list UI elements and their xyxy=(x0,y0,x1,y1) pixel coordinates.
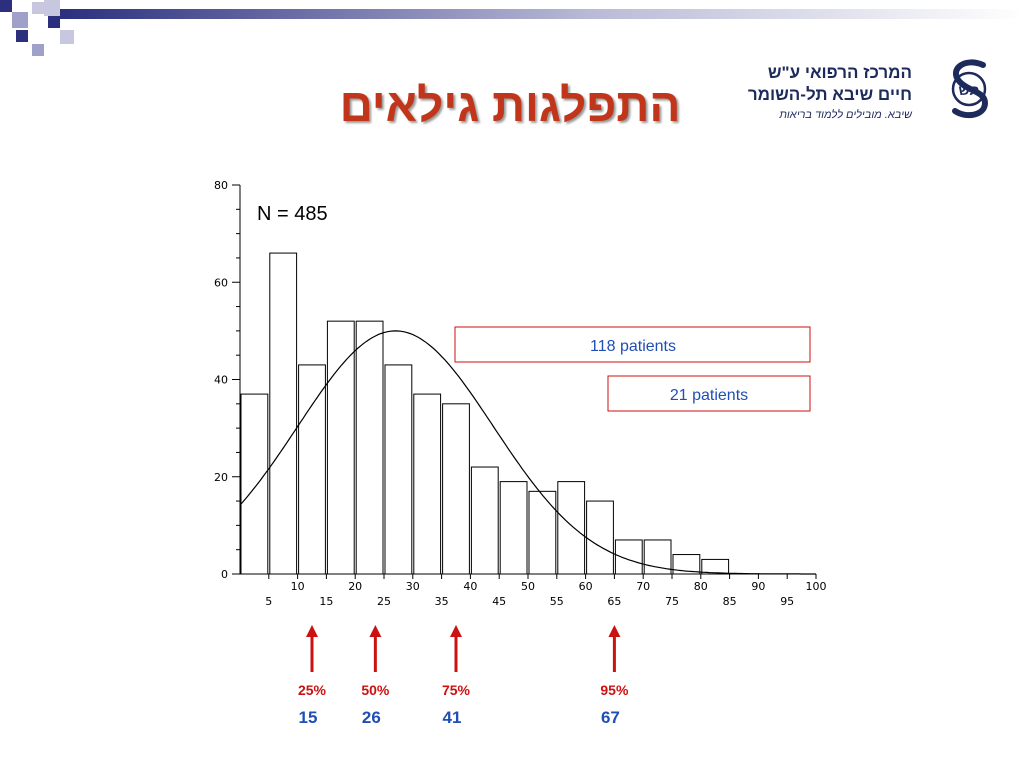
histogram-bar xyxy=(558,482,585,574)
percentile-arrow-head xyxy=(369,625,381,637)
y-tick-label: 20 xyxy=(214,470,228,484)
histogram-bar xyxy=(414,394,441,574)
histogram-bar xyxy=(385,365,412,574)
x-tick-label-upper: 50 xyxy=(521,580,535,593)
percentile-value: 41 xyxy=(442,708,462,727)
x-tick-label-upper: 80 xyxy=(693,580,708,593)
histogram-bar xyxy=(615,540,642,574)
histogram-bar xyxy=(500,482,527,574)
x-tick-label-upper: 60 xyxy=(578,580,593,593)
percentile-arrow-head xyxy=(608,625,620,637)
x-tick-label-lower: 5 xyxy=(265,595,273,608)
percentile-label: 75% xyxy=(441,682,471,698)
logo-mark-letters: תש xyxy=(958,82,980,98)
histogram-bar xyxy=(443,404,470,574)
x-tick-label-upper: 70 xyxy=(636,580,651,593)
x-tick-label-lower: 35 xyxy=(434,595,449,608)
normal-curve xyxy=(240,331,816,574)
percentile-value: 67 xyxy=(600,708,620,727)
percentile-value: 26 xyxy=(361,708,381,727)
x-tick-label-lower: 25 xyxy=(377,595,391,608)
percentile-arrow-head xyxy=(306,625,318,637)
x-tick-label-lower: 55 xyxy=(549,595,564,608)
percentile-value: 15 xyxy=(298,708,318,727)
histogram-bar xyxy=(471,467,498,574)
slide-title: התפלגות גילאים xyxy=(339,79,681,131)
x-tick-label-lower: 65 xyxy=(607,595,622,608)
x-tick-label-upper: 30 xyxy=(405,580,420,593)
sample-size-label: N = 485 xyxy=(257,203,328,225)
percentile-markers xyxy=(298,625,629,727)
x-tick-label-upper: 10 xyxy=(290,580,305,593)
percentile-arrow-head xyxy=(450,625,462,637)
logo-text-line1: המרכז הרפואי ע"ש xyxy=(767,63,912,82)
x-tick-label-lower: 45 xyxy=(492,595,507,608)
histogram-bar xyxy=(327,321,354,574)
y-tick-label: 60 xyxy=(214,276,228,290)
y-tick-label: 40 xyxy=(214,373,228,387)
histogram-bar xyxy=(241,394,268,574)
histogram-bar xyxy=(270,253,297,574)
percentile-label: 95% xyxy=(600,682,629,698)
x-tick-label-lower: 85 xyxy=(722,595,737,608)
patients-label-118: 118 patients xyxy=(590,338,676,355)
percentile-label: 50% xyxy=(361,682,390,698)
histogram-bar xyxy=(299,365,326,574)
histogram-bar xyxy=(587,501,614,574)
histogram-bar xyxy=(356,321,383,574)
y-tick-label: 0 xyxy=(221,568,228,581)
x-tick-label-lower: 75 xyxy=(665,595,679,608)
patients-label-21: 21 patients xyxy=(669,387,749,404)
x-tick-label-upper: 40 xyxy=(463,580,478,593)
x-tick-label-lower: 95 xyxy=(780,595,795,608)
histogram-bar xyxy=(529,491,556,574)
y-tick-label: 80 xyxy=(214,179,228,192)
logo-slogan: שיבא. מובילים ללמוד בריאות xyxy=(779,109,912,121)
x-tick-label-upper: 20 xyxy=(348,580,363,593)
percentile-label: 25% xyxy=(297,682,327,698)
logo-text-line2: חיים שיבא תל-השומר xyxy=(747,85,912,104)
x-tick-label-lower: 15 xyxy=(319,595,334,608)
x-tick-label-upper: 100 xyxy=(805,580,827,593)
x-tick-label-upper: 90 xyxy=(751,580,766,593)
